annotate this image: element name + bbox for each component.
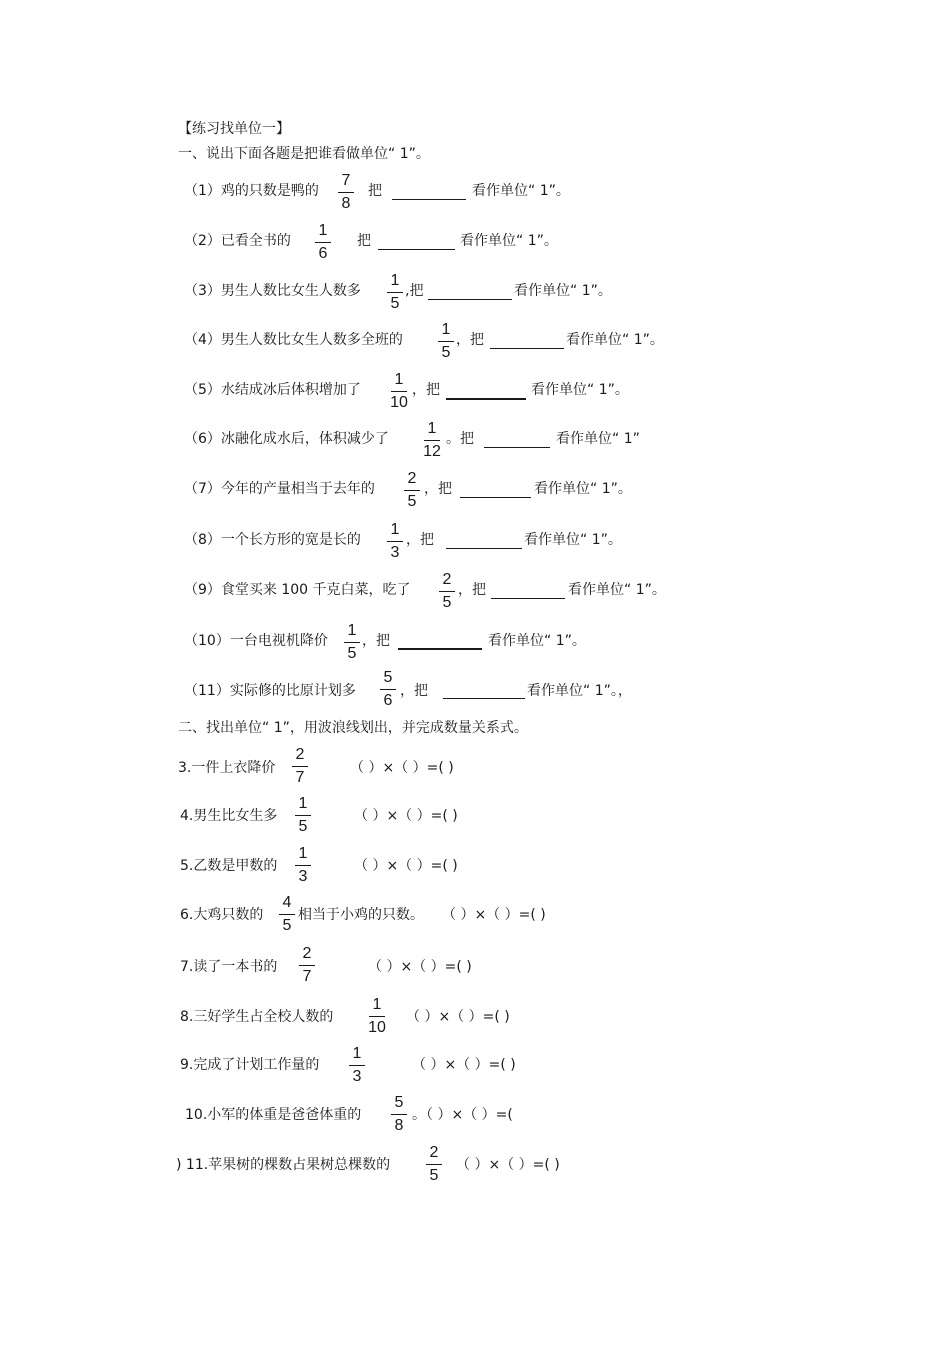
item-connector: ，把 <box>424 481 452 497</box>
item-formula[interactable]: （ ）×（ ）=( ) <box>354 858 458 874</box>
item-text: （5）水结成冰后体积增加了 <box>184 382 361 398</box>
fraction-bar <box>387 541 403 542</box>
item-text: （2）已看全书的 <box>184 233 291 249</box>
item-connector: ，把 <box>456 332 484 348</box>
worksheet-title: 【练习找单位一】 <box>178 121 290 137</box>
numerator: 7 <box>341 172 351 189</box>
fraction-bar <box>338 192 354 193</box>
fraction <box>386 1093 412 1136</box>
item-connector: 把 <box>357 233 371 249</box>
numerator: 2 <box>429 1144 439 1161</box>
fraction <box>364 995 390 1038</box>
item-connector: ，把 <box>362 633 390 649</box>
numerator: 1 <box>390 521 400 538</box>
fraction <box>290 794 316 837</box>
item-text: （6）冰融化成水后，体积减少了 <box>184 431 389 447</box>
fraction-bar <box>404 490 420 491</box>
denominator: 5 <box>282 917 292 934</box>
item-suffix: 看作单位“ 1”。 <box>514 283 612 299</box>
item-formula[interactable]: （ ）×（ ）=( ) <box>412 1057 516 1073</box>
answer-blank[interactable] <box>446 548 522 549</box>
fraction-bar <box>295 815 311 816</box>
fraction-bar <box>295 865 311 866</box>
item-text: ) 11.苹果树的棵数占果树总棵数的 <box>176 1157 391 1173</box>
item-connector: ，把 <box>458 582 486 598</box>
fraction-bar <box>369 1016 385 1017</box>
fraction <box>344 1044 370 1087</box>
denominator: 5 <box>429 1167 439 1184</box>
fraction-bar <box>426 1164 442 1165</box>
denominator: 3 <box>390 544 400 561</box>
fraction <box>382 520 408 563</box>
fraction-bar <box>391 1114 407 1115</box>
item-text: 5.乙数是甲数的 <box>180 858 278 874</box>
fraction-bar <box>292 766 308 767</box>
fraction <box>375 668 401 711</box>
numerator: 1 <box>441 321 451 338</box>
item-suffix: 看作单位“ 1”。 <box>488 633 586 649</box>
item-text: （7）今年的产量相当于去年的 <box>184 481 375 497</box>
denominator: 8 <box>394 1117 404 1134</box>
denominator: 6 <box>383 692 393 709</box>
numerator: 1 <box>352 1045 362 1062</box>
denominator: 3 <box>298 868 308 885</box>
denominator: 6 <box>318 245 328 262</box>
denominator: 7 <box>295 769 305 786</box>
answer-blank[interactable] <box>428 299 512 300</box>
item-formula[interactable]: （ ）×（ ）=( ) <box>406 1009 510 1025</box>
denominator: 5 <box>298 818 308 835</box>
denominator: 5 <box>347 645 357 662</box>
denominator: 10 <box>390 394 408 411</box>
item-text: （11）实际修的比原计划多 <box>184 683 356 699</box>
fraction-bar <box>279 914 295 915</box>
section2-heading: 二、找出单位“ 1”，用波浪线划出，并完成数量关系式。 <box>178 720 528 736</box>
item-formula[interactable]: 。（ ）×（ ）=( <box>412 1107 513 1123</box>
item-connector: ，把 <box>406 532 434 548</box>
item-text: 8.三好学生占全校人数的 <box>180 1009 334 1025</box>
item-after: 相当于小鸡的只数。 <box>298 907 424 923</box>
fraction-bar <box>424 440 440 441</box>
denominator: 5 <box>407 493 417 510</box>
answer-blank[interactable] <box>491 598 565 599</box>
item-formula[interactable]: （ ）×（ ）=( ) <box>368 959 472 975</box>
item-suffix: 看作单位“ 1”。， <box>527 683 632 699</box>
denominator: 5 <box>441 344 451 361</box>
fraction <box>310 221 336 264</box>
fraction <box>434 570 460 613</box>
fraction <box>419 419 445 462</box>
item-suffix: 看作单位“ 1”。 <box>472 183 570 199</box>
numerator: 5 <box>383 669 393 686</box>
answer-blank[interactable] <box>398 648 482 650</box>
item-text: 7.读了一本书的 <box>180 959 278 975</box>
numerator: 1 <box>427 420 437 437</box>
item-suffix: 看作单位“ 1”。 <box>566 332 664 348</box>
fraction <box>290 844 316 887</box>
item-text: （1）鸡的只数是鸭的 <box>184 183 319 199</box>
denominator: 12 <box>423 443 441 460</box>
fraction <box>333 171 359 214</box>
item-text: （4）男生人数比女生人数多全班的 <box>184 332 403 348</box>
answer-blank[interactable] <box>443 698 525 699</box>
fraction-bar <box>349 1065 365 1066</box>
denominator: 7 <box>302 968 312 985</box>
item-text: （8）一个长方形的宽是长的 <box>184 532 361 548</box>
item-suffix: 看作单位“ 1” <box>556 431 640 447</box>
numerator: 2 <box>295 746 305 763</box>
numerator: 1 <box>318 222 328 239</box>
fraction-bar <box>380 689 396 690</box>
numerator: 1 <box>394 371 404 388</box>
item-text: 10.小军的体重是爸爸体重的 <box>185 1107 362 1123</box>
numerator: 2 <box>407 470 417 487</box>
item-formula[interactable]: （ ）×（ ）=( ) <box>456 1157 560 1173</box>
numerator: 1 <box>372 996 382 1013</box>
item-text: 4.男生比女生多 <box>180 808 278 824</box>
answer-blank[interactable] <box>460 497 531 498</box>
answer-blank[interactable] <box>490 348 564 349</box>
fraction <box>386 370 412 413</box>
item-text: （3）男生人数比女生人数多 <box>184 283 361 299</box>
answer-blank[interactable] <box>392 199 466 200</box>
fraction <box>421 1143 447 1186</box>
item-suffix: 看作单位“ 1”。 <box>531 382 629 398</box>
answer-blank[interactable] <box>446 398 526 400</box>
fraction-bar <box>438 341 454 342</box>
item-connector: ，把 <box>400 683 428 699</box>
answer-blank[interactable] <box>378 249 455 250</box>
item-text: 9.完成了计划工作量的 <box>180 1057 320 1073</box>
item-formula[interactable]: （ ）×（ ）=( ) <box>442 907 546 923</box>
denominator: 5 <box>390 295 400 312</box>
item-connector: 。把 <box>446 431 474 447</box>
numerator: 2 <box>442 571 452 588</box>
section1-heading: 一、说出下面各题是把谁看做单位“ 1”。 <box>178 146 430 162</box>
numerator: 2 <box>302 945 312 962</box>
item-connector: ,把 <box>405 283 424 299</box>
numerator: 4 <box>282 894 292 911</box>
item-formula[interactable]: （ ）×（ ）=( ) <box>354 808 458 824</box>
fraction <box>294 944 320 987</box>
denominator: 10 <box>368 1019 386 1036</box>
numerator: 5 <box>394 1094 404 1111</box>
item-text: （9）食堂买来 100 千克白菜，吃了 <box>184 582 411 598</box>
fraction-bar <box>439 591 455 592</box>
fraction <box>274 893 300 936</box>
denominator: 8 <box>341 195 351 212</box>
numerator: 1 <box>298 795 308 812</box>
item-suffix: 看作单位“ 1”。 <box>568 582 666 598</box>
fraction <box>287 745 313 788</box>
fraction-bar <box>391 391 407 392</box>
fraction-bar <box>387 292 403 293</box>
fraction-bar <box>299 965 315 966</box>
numerator: 1 <box>298 845 308 862</box>
numerator: 1 <box>390 272 400 289</box>
denominator: 5 <box>442 594 452 611</box>
denominator: 3 <box>352 1068 362 1085</box>
fraction-bar <box>344 642 360 643</box>
item-formula[interactable]: （ ）×（ ）=( ) <box>350 760 454 776</box>
fraction-bar <box>315 242 331 243</box>
numerator: 1 <box>347 622 357 639</box>
item-text: （10）一台电视机降价 <box>184 633 328 649</box>
item-text: 6.大鸡只数的 <box>180 907 264 923</box>
answer-blank[interactable] <box>484 447 550 448</box>
item-suffix: 看作单位“ 1”。 <box>460 233 558 249</box>
item-suffix: 看作单位“ 1”。 <box>534 481 632 497</box>
item-text: 3.一件上衣降价 <box>178 760 276 776</box>
item-suffix: 看作单位“ 1”。 <box>524 532 622 548</box>
fraction <box>399 469 425 512</box>
item-connector: 把 <box>368 183 382 199</box>
item-connector: ，把 <box>412 382 440 398</box>
